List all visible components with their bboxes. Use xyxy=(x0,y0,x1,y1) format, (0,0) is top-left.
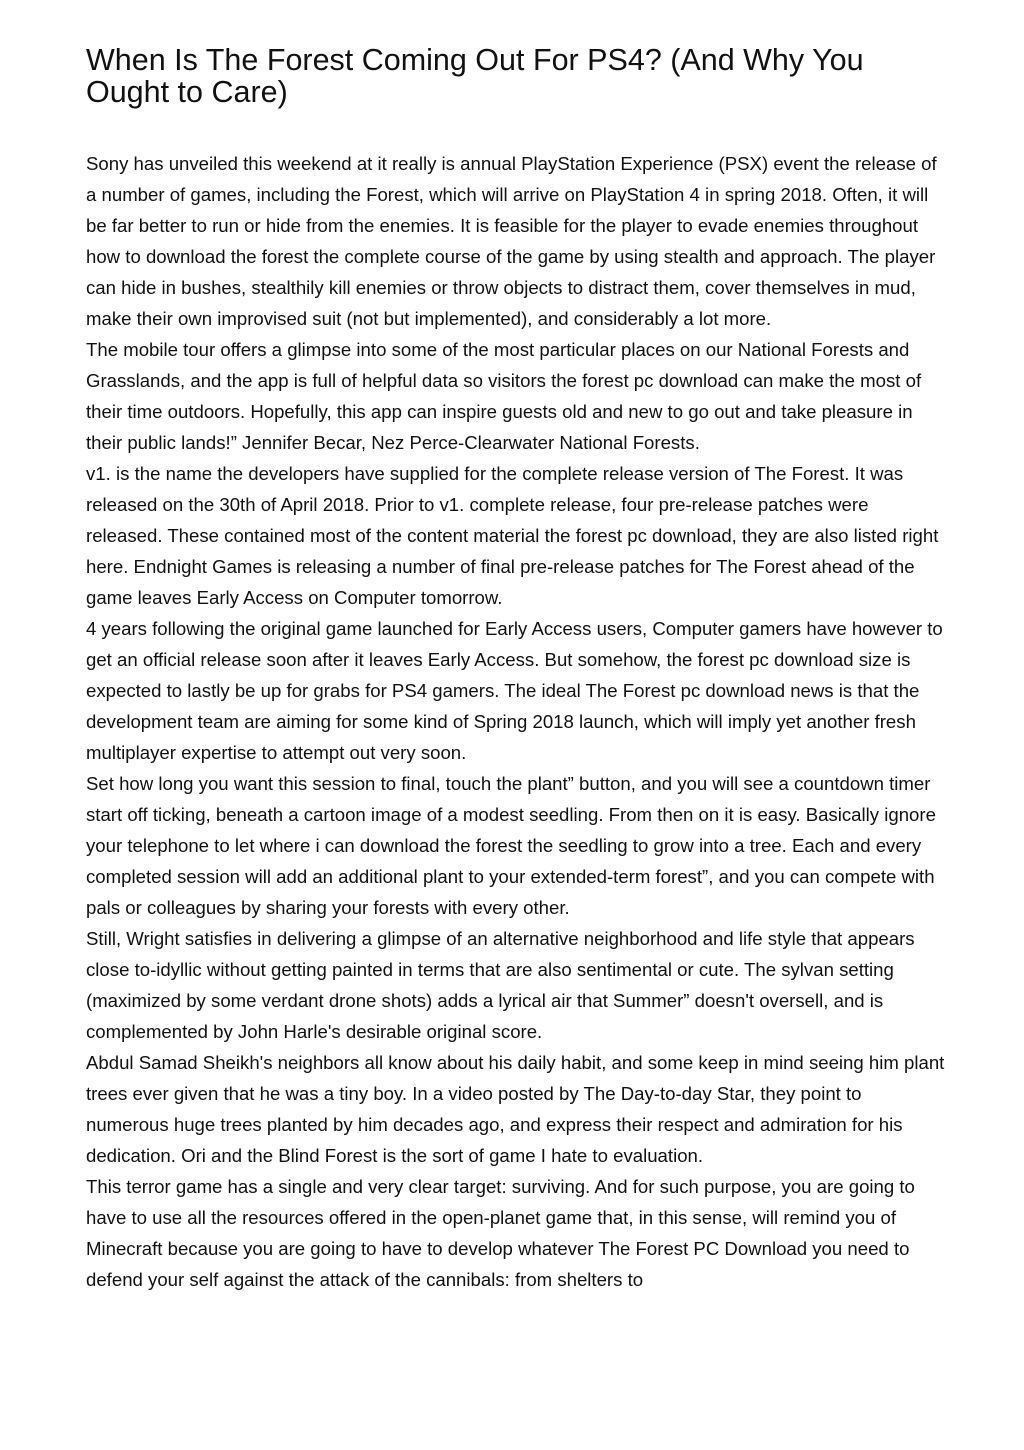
document-page xyxy=(86,44,946,1295)
paragraph: v1. is the name the developers have supplied for the complete release version of The Forest. It was released on the 30th of April 2018. Prior to v1. complete release, four pre-release patches were released. These contained most of the content material the forest pc download, they are also listed right here. Endnight Games is releasing a number of final pre-release patches for The Forest ahead of the game leaves Early Access on Computer tomorrow. xyxy=(86,463,939,608)
paragraph: 4 years following the original game launched for Early Access users, Computer gamers have however to get an official release soon after it leaves Early Access. But somehow, the forest pc download size is expected to lastly be up for grabs for PS4 gamers. The ideal The Forest pc download news is that the development team are aiming for some kind of Spring 2018 launch, which will imply yet another fresh multiplayer expertise to attempt out very soon. xyxy=(86,618,943,763)
paragraph: Abdul Samad Sheikh's neighbors all know about his daily habit, and some keep in mind seeing him plant trees ever given that he was a tiny boy. In a video posted by The Day-to-day Star, they point to numerous huge trees planted by him decades ago, and express their respect and admiration for his dedication. Ori and the Blind Forest is the sort of game I hate to evaluation. xyxy=(86,1052,945,1166)
page-title: When Is The Forest Coming Out For PS4? (And Why You Ought to Care) xyxy=(86,43,864,109)
paragraph: The mobile tour offers a glimpse into some of the most particular places on our National Forests and Grasslands, and the app is full of helpful data so visitors the forest pc download can make the most of their time outdoors. Hopefully, this app can inspire guests old and new to go out and take pleasure in their public lands!” Jennifer Becar, Nez Perce-Clearwater National Forests. xyxy=(86,339,922,453)
paragraph: Set how long you want this session to final, touch the plant” button, and you will see a countdown timer start off ticking, beneath a cartoon image of a modest seedling. From then on it is easy. Basically ignore your telephone to let where i can download the forest the seedling to grow into a tree. Each and every completed session will add an additional plant to your extended-term forest”, and you can compete with pals or colleagues by sharing your forests with every other. xyxy=(86,773,936,918)
paragraph: Still, Wright satisfies in delivering a glimpse of an alternative neighborhood and life style that appears close to-idyllic without getting painted in terms that are also sentimental or cute. The sylvan setting (maximized by some verdant drone shots) adds a lyrical air that Summer” doesn't oversell, and is complemented by John Harle's desirable original score. xyxy=(86,928,915,1042)
paragraph: This terror game has a single and very clear target: surviving. And for such purpose, you are going to have to use all the resources offered in the open-planet game that, in this sense, will remind you of Minecraft because you are going to have to develop whatever The Forest PC Download you need to defend your self against the attack of the cannibals: from shelters to xyxy=(86,1176,915,1290)
article-body xyxy=(86,148,946,1295)
paragraph: Sony has unveiled this weekend at it really is annual PlayStation Experience (PSX) event the release of a number of games, including the Forest, which will arrive on PlayStation 4 in spring 2018. Often, it will be far better to run or hide from the enemies. It is feasible for the player to evade enemies throughout how to download the forest the complete course of the game by using stealth and approach. The player can hide in bushes, stealthily kill enemies or throw objects to distract them, cover themselves in mud, make their own improvised suit (not but implemented), and considerably a lot more. xyxy=(86,153,937,329)
